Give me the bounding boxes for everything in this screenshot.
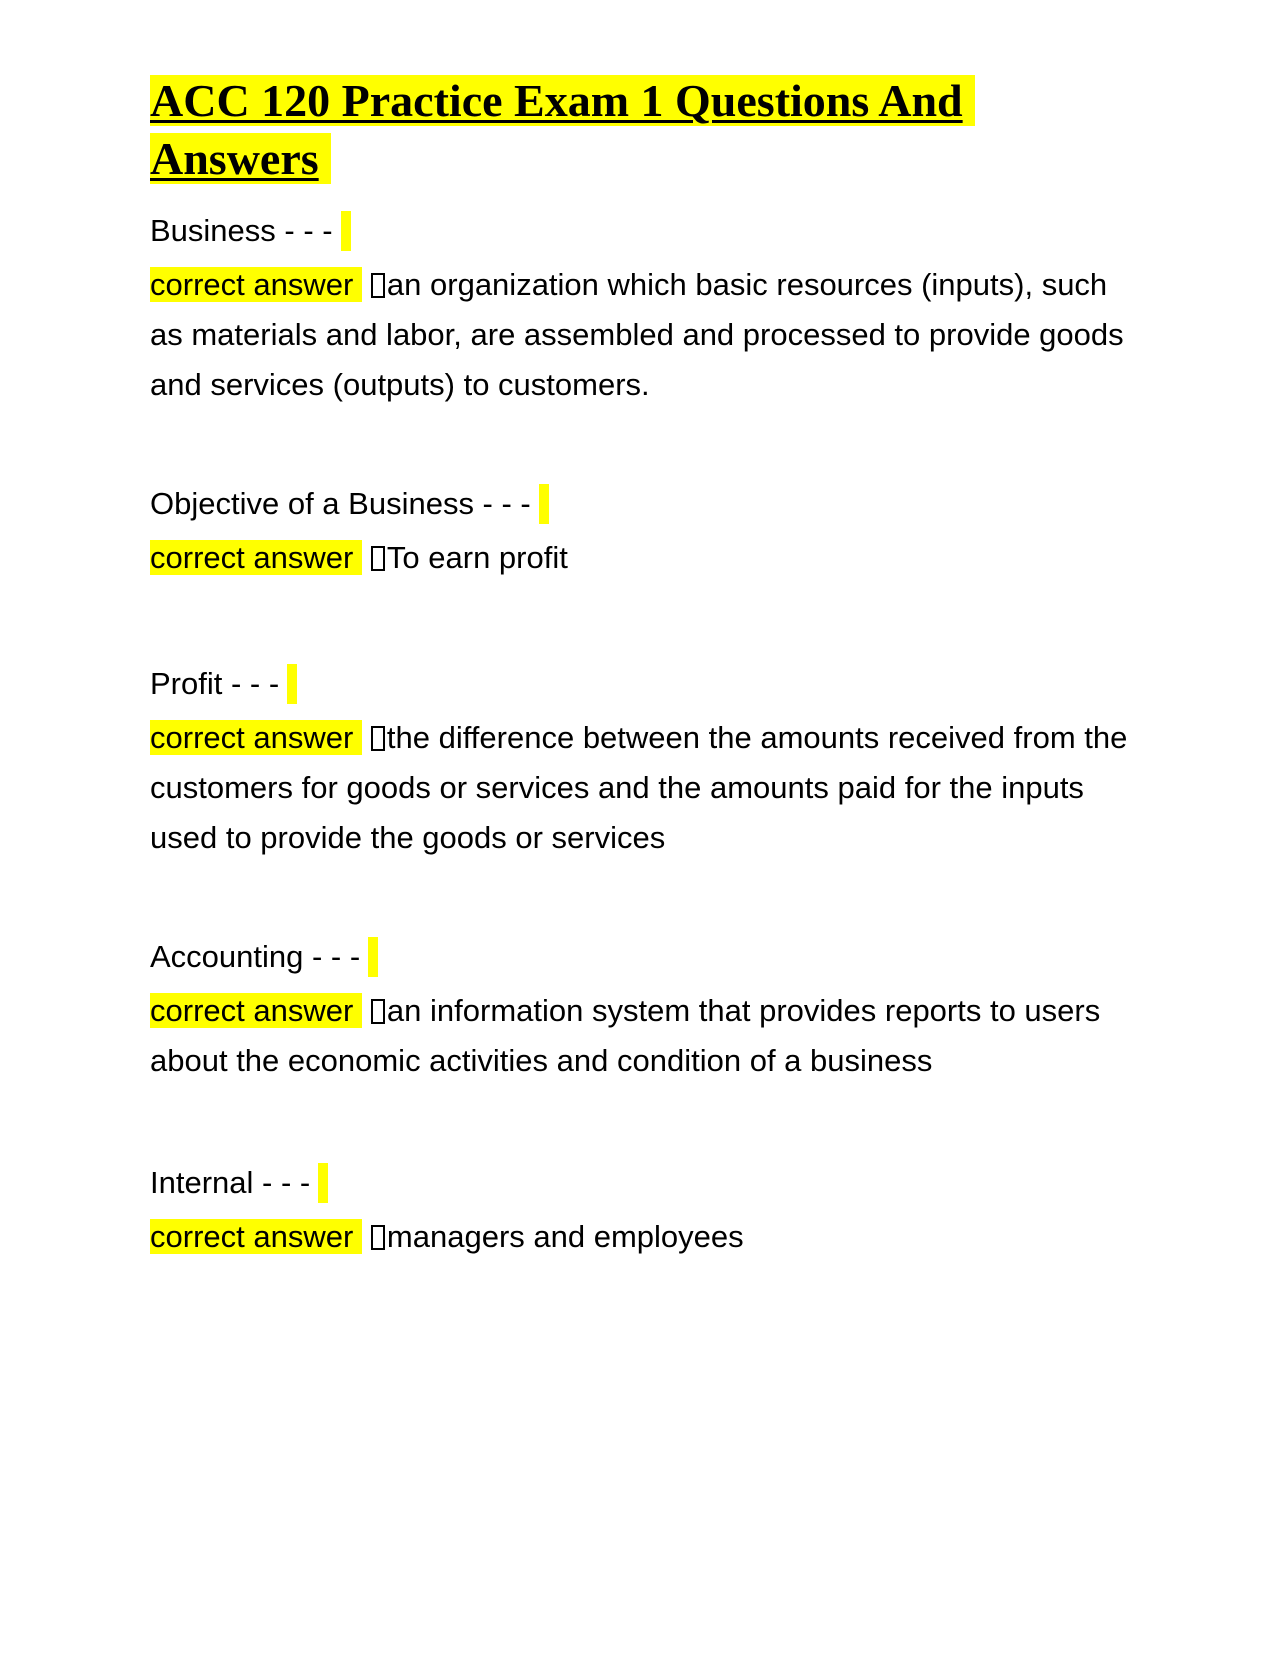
highlight-marker	[368, 937, 378, 977]
qa-answer	[150, 713, 1130, 863]
highlight-marker	[287, 664, 297, 704]
missing-glyph-icon	[371, 726, 385, 751]
highlight-marker	[539, 484, 549, 524]
qa-term	[150, 206, 1130, 258]
qa-answer-text: an information system that provides reports to users about the economic activities and condition of a business	[150, 993, 1101, 1078]
qa-answer-text: an organization which basic resources (inputs), such as materials and labor, are assembled and processed to provide goods and services (outputs) to customers.	[150, 267, 1124, 402]
qa-answer-text: managers and employees	[386, 1219, 744, 1254]
qa-item-profit	[150, 659, 1130, 863]
qa-term	[150, 1158, 1130, 1210]
qa-answer-text: the difference between the amounts received from the customers for goods or services and the amounts paid for the inputs used to provide the goods or services	[150, 720, 1128, 855]
page-title-text: ACC 120 Practice Exam 1 Questions And Answers	[150, 75, 975, 184]
qa-term-text: Internal - - -	[150, 1165, 311, 1200]
highlight-marker	[341, 211, 351, 251]
missing-glyph-icon	[371, 546, 385, 571]
qa-term	[150, 659, 1130, 711]
page-title	[150, 72, 1110, 188]
missing-glyph-icon	[371, 1225, 385, 1250]
correct-answer-label: correct answer	[150, 720, 362, 755]
correct-answer-label: correct answer	[150, 993, 362, 1028]
missing-glyph-icon	[371, 999, 385, 1024]
qa-answer	[150, 1212, 1130, 1262]
missing-glyph-icon	[371, 273, 385, 298]
correct-answer-label: correct answer	[150, 267, 362, 302]
highlight-marker	[318, 1163, 328, 1203]
qa-item-accounting	[150, 932, 1130, 1086]
qa-item-business	[150, 206, 1130, 410]
qa-term-text: Objective of a Business - - -	[150, 486, 531, 521]
correct-answer-label: correct answer	[150, 1219, 362, 1254]
qa-item-objective	[150, 479, 1130, 583]
qa-term-text: Profit - - -	[150, 666, 280, 701]
qa-term-text: Accounting - - -	[150, 939, 361, 974]
qa-answer	[150, 986, 1130, 1086]
qa-answer-text: To earn profit	[386, 540, 568, 575]
qa-item-internal	[150, 1158, 1130, 1262]
qa-answer	[150, 533, 1130, 583]
qa-term	[150, 932, 1130, 984]
correct-answer-label: correct answer	[150, 540, 362, 575]
qa-term	[150, 479, 1130, 531]
qa-term-text: Business - - -	[150, 213, 333, 248]
qa-answer	[150, 260, 1130, 410]
